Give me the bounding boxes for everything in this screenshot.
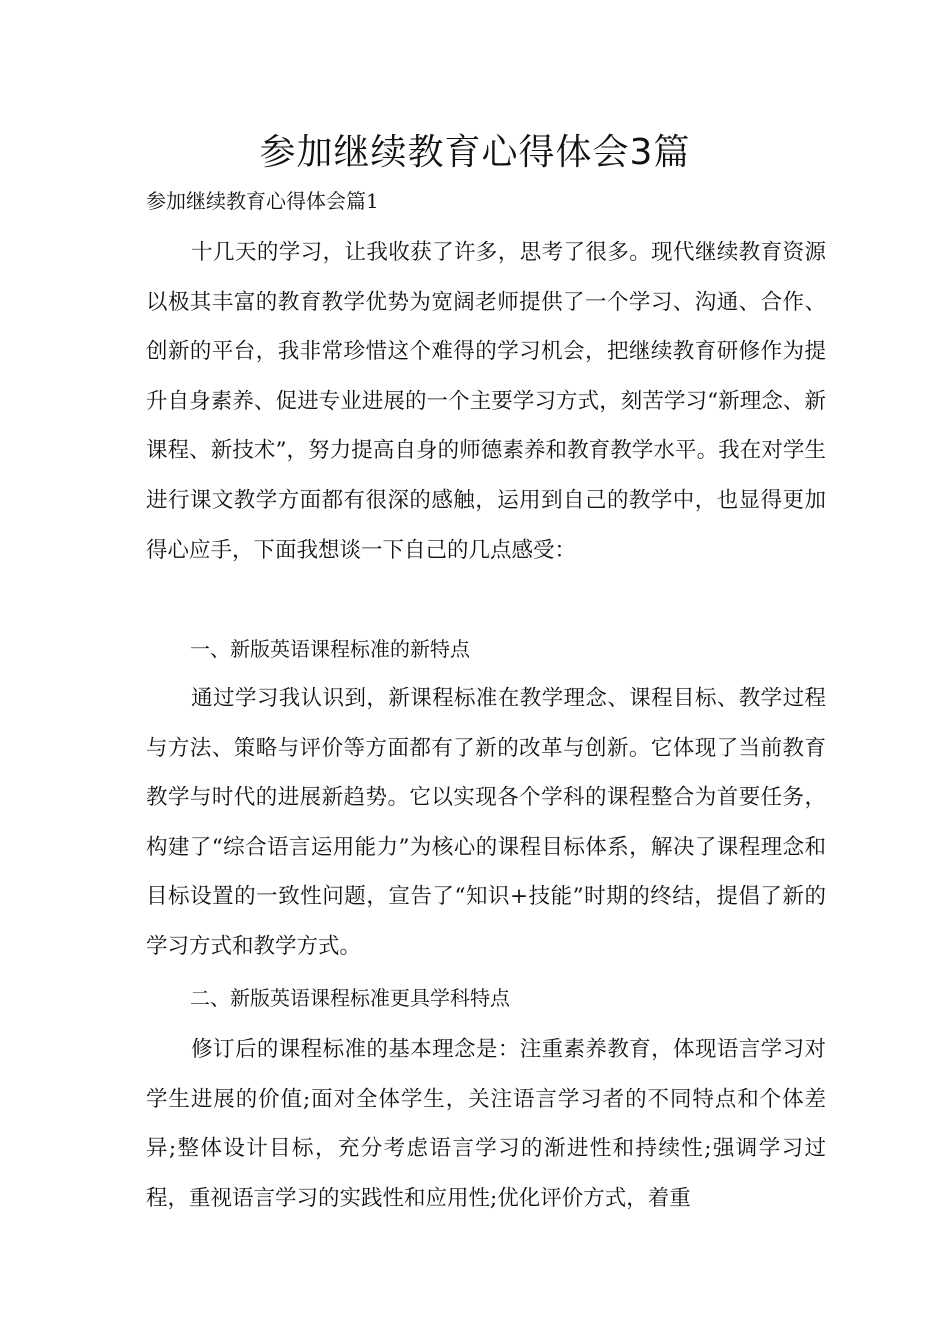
document-title: 参加继续教育心得体会3篇 [259,132,691,173]
paragraph-section-1: 通过学习我认识到，新课程标准在教学理念、课程目标、教学过程与方法、策略与评价等方面都有了新的改革与创新。它体现了当前教育教学与时代的进展新趋势。它以实现各个学科的课程整合为首要任务，构建了“综合语言运用能力”为核心的课程目标体系，解决了课程理念和目标设置的一致性问题，宣告了“知识+技能”时期的终结，提倡了新的学习方式和教学方式。 [146,686,826,959]
section-heading-2: 二、新版英语课程标准更具学科特点 [190,986,510,1010]
paragraph-intro: 十几天的学习，让我收获了许多，思考了很多。现代继续教育资源以极其丰富的教育教学优势为宽阔老师提供了一个学习、沟通、合作、创新的平台，我非常珍惜这个难得的学习机会，把继续教育研修作为提升自身素养、促进专业进展的一个主要学习方式，刻苦学习“新理念、新课程、新技术”，努力提高自身的师德素养和教育教学水平。我在对学生进行课文教学方面都有很深的感触，运用到自己的教学中，也显得更加得心应手，下面我想谈一下自己的几点感受： [146,240,826,563]
section-heading-1: 一、新版英语课程标准的新特点 [190,637,470,661]
document-subtitle: 参加继续教育心得体会篇1 [146,189,379,213]
paragraph-section-2: 修订后的课程标准的基本理念是：注重素养教育，体现语言学习对学生进展的价值;面对全体学生，关注语言学习者的不同特点和个体差异;整体设计目标，充分考虑语言学习的渐进性和持续性;强调学习过程，重视语言学习的实践性和应用性;优化评价方式，着重 [146,1037,826,1211]
